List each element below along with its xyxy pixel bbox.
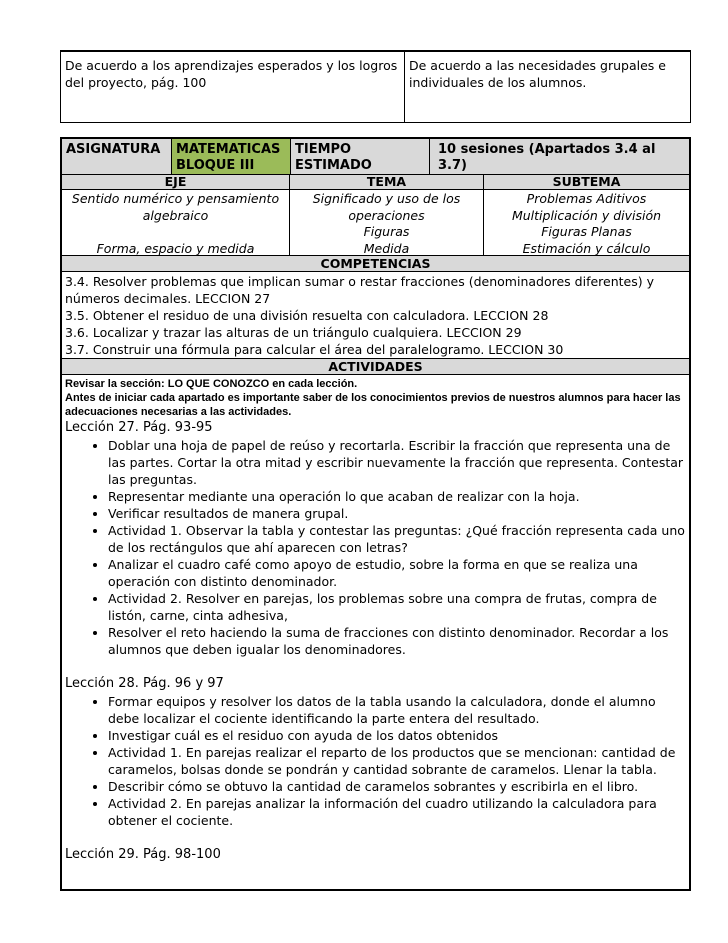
tema-cell (290, 190, 484, 255)
activity-item: • Formar equipos y resolver los datos de la tabla usando la calculadora, donde el alumno debe localizar el cociente identificando la parte entera del resultado. (108, 693, 686, 727)
competencias-list (62, 272, 689, 358)
competencias-title: COMPETENCIAS (320, 256, 431, 271)
competencia-item: 3.6. Localizar y trazar las alturas de un triángulo cualquiera. LECCION 29 (65, 325, 522, 340)
tiempo-line1: TIEMPO (295, 142, 352, 157)
tiempo-line2: ESTIMADO (295, 158, 372, 173)
note: Revisar la sección: LO QUE CONOZCO en cada lección. (65, 378, 358, 390)
tema-header: TEMA (290, 175, 484, 189)
tema-text: Medida (363, 240, 410, 256)
competencia-item: 3.4. Resolver problemas que implican sumar o restar fracciones (denominadores diferentes) y números decimales. LECCION 27 (65, 274, 654, 306)
subtema-text: Problemas Aditivos (526, 191, 647, 206)
subtema-text: Multiplicación y división (511, 207, 662, 223)
eje-header: EJE (62, 175, 290, 189)
competencias-row (62, 272, 689, 359)
planning-table (60, 137, 691, 891)
sesiones-value: 10 sesiones (Apartados 3.4 al 3.7) (438, 142, 656, 173)
actividades-header (62, 359, 689, 375)
materia-name: MATEMATICAS (176, 142, 281, 157)
lesson-title: Lección 28. Pág. 96 y 97 (65, 676, 224, 691)
lesson-title: Lección 29. Pág. 98-100 (65, 847, 221, 862)
activity-item: • Verificar resultados de manera grupal. (108, 505, 686, 522)
eje-cell (62, 190, 290, 255)
activity-item: • Actividad 1. Observar la tabla y contestar las preguntas: ¿Qué fracción representa cada uno de los rectángulos que ahí aparecen con letras? (108, 522, 686, 556)
actividades-title: ACTIVIDADES (328, 359, 423, 374)
materia-cell (172, 139, 291, 174)
eje-text: algebraico (142, 207, 209, 223)
lesson-activity-list (65, 437, 686, 658)
top-left-cell: De acuerdo a los aprendizajes esperados y los logros del proyecto, pág. 100 (61, 52, 405, 122)
subtema-text: Estimación y cálculo (522, 240, 651, 256)
top-right-cell: De acuerdo a las necesidades grupales e individuales de los alumnos. (409, 58, 666, 90)
lesson-title: Lección 27. Pág. 93-95 (65, 420, 213, 435)
activity-item: • Analizar el cuadro café como apoyo de estudio, sobre la forma en que se realiza una operación con distinto denominador. (108, 556, 686, 590)
activity-item: • Describir cómo se obtuvo la cantidad de caramelos sobrantes y escribirla en el libro. (108, 778, 686, 795)
activity-item: • Investigar cuál es el residuo con ayuda de los datos obtenidos (108, 727, 686, 744)
competencia-item: 3.7. Construir una fórmula para calcular el área del paralelogramo. LECCION 30 (65, 342, 564, 357)
competencias-header (62, 256, 689, 272)
note: Antes de iniciar cada apartado es importante saber de los conocimientos previos de nuestros alumnos para hacer las adecuaciones necesarias a las actividades. (65, 392, 681, 418)
tema-text: Significado y uso de los (312, 191, 461, 206)
actividades-body (62, 375, 689, 866)
activity-item: • Representar mediante una operación lo que acaban de realizar con la hoja. (108, 488, 686, 505)
subtema-cell (484, 190, 689, 255)
asignatura-label: ASIGNATURA (62, 139, 172, 174)
competencia-item: 3.5. Obtener el residuo de una división resuelta con calculadora. LECCION 28 (65, 308, 549, 323)
tiempo-label (291, 139, 430, 174)
bloque-name: BLOQUE III (176, 158, 255, 173)
activity-item: • Actividad 1. En parejas realizar el reparto de los productos que se mencionan: cantidad de caramelos, bolsas donde se pondrán y cantidad sobrante de caramelos. Llenar la tabla. (108, 744, 686, 778)
activity-item: • Actividad 2. Resolver en parejas, los problemas sobre una compra de frutas, compra de listón, carne, cinta adhesiva, (108, 590, 686, 624)
subtema-text: Figuras Planas (541, 224, 632, 239)
eje-content-row (62, 190, 689, 256)
activity-item: • Resolver el reto haciendo la suma de fracciones con distinto denominador. Recordar a los alumnos que deben igualar los denominadores. (108, 624, 686, 658)
header-row (62, 139, 689, 175)
eje-text: Sentido numérico y pensamiento (71, 191, 280, 206)
columns-header-row (62, 175, 689, 190)
activity-item: • Doblar una hoja de papel de reúso y recortarla. Escribir la fracción que representa una de las partes. Cortar la otra mitad y escribir nuevamente la fracción que representa. Contestar las preguntas. (108, 437, 686, 488)
subtema-header: SUBTEMA (552, 174, 621, 189)
tema-text: operaciones (348, 207, 425, 223)
eje-text: Forma, espacio y medida (96, 241, 255, 256)
lesson-activity-list (65, 693, 686, 829)
tema-text: Figuras (363, 224, 410, 239)
top-table (60, 50, 691, 123)
activity-item: • Actividad 2. En parejas analizar la información del cuadro utilizando la calculadora para obtener el cociente. (108, 795, 686, 829)
